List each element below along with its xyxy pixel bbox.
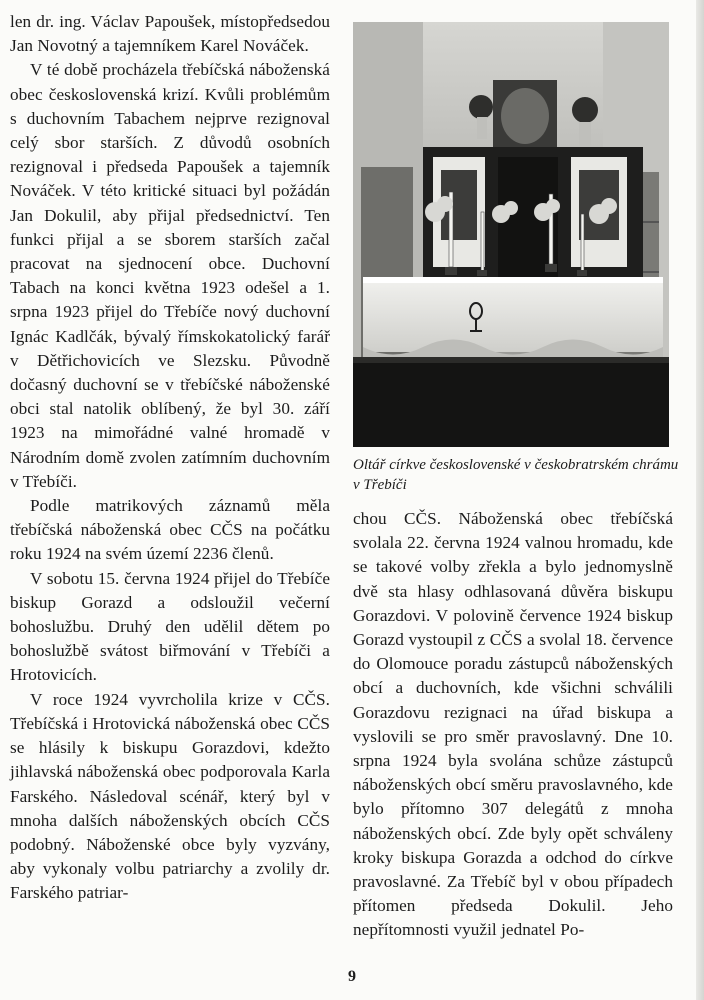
paragraph: chou CČS. Náboženská obec třebíčská svolala 22. června 1924 valnou hromadu, kde se takové volby zřekla a bylo jednomyslně dvě sta hlasy odhlasovaná důvěra biskupu Gorazdovi. V polovině července 1924 biskup Gorazd vystoupil z CČS a svolal 18. července do Olomouce poradu zástupců náboženských obcí a duchovních, kde všichni schválili Gorazdovu rezignaci na úřad biskupa a vyslovili se pro směr pravoslavný. Dne 10. srpna 1924 byla svolána schůze zástupců náboženských obcí směru pravoslavného, kde bylo přítomno 307 delegátů z mnoha náboženských obcí. Zde byly opět schváleny kroky biskupa Gorazda a odchod do církve pravoslavné. Za Třebíč byl v obou případech přítomen předseda Dokulil. Jeho nepřítomnosti využil jednatel Po- <box>353 509 673 940</box>
paragraph: V té době procházela třebíčská náboženská obec československá krizí. Kvůli problémům s duchovním Tabachem nejprve rezignoval celý sbor starších. Z důvodů osobních rezignoval i předseda Papoušek a tajemník Nováček. V této kritické situaci byl požádán Jan Dokulil, aby přijal předsednictví. Ten funkci přijal a se sborem starších začal pracovat na sjednocení obce. Duchovní Tabach na konci května 1923 odešel a 1. srpna 1923 přijel do Třebíče nový duchovní Ignác Kadlčák, bývalý římskokatolický farář v Dětřichovicích ve Slezsku. Původně dočasný duchovní se v třebíčské náboženské obci stal natolik oblíbený, že byl 30. září 1923 na mimořádné valné hromadě v Národním domě zvolen zatímním duchovním v Třebíči. <box>10 60 330 491</box>
page-number: 9 <box>348 968 356 985</box>
photo-caption: Oltář církve československé v českobratrském chrámu v Třebíči <box>353 457 679 493</box>
paragraph: V roce 1924 vyvrcholila krize v CČS. Třebíčská i Hrotovická náboženská obec CČS se hlásily k biskupu Gorazdovi, kdežto jihlavská náboženská obec podporovala Karla Farského. Následoval scénář, který byl v mnoha dalších náboženských obcích CČS podobný. Náboženské obce byly vyzvány, aby vykonaly volbu patriarchy a zvolily dr. Farského patriar- <box>10 689 330 903</box>
altar-photo <box>353 22 669 447</box>
right-text-column <box>353 507 673 943</box>
page-edge <box>696 0 704 1000</box>
paragraph: Podle matrikových záznamů měla třebíčská náboženská obec CČS na počátku roku 1924 na svém území 2236 členů. <box>10 496 330 564</box>
paragraph: V sobotu 15. června 1924 přijel do Třebíče biskup Gorazd a odsloužil večerní bohoslužbu. Druhý den udělil dětem po bohoslužbě svátost biřmování v Třebíči a Hrotovicích. <box>10 568 330 685</box>
left-text-column <box>10 10 330 906</box>
paragraph: len dr. ing. Václav Papoušek, místopředsedou Jan Novotný a tajemníkem Karel Nováček. <box>10 12 330 56</box>
altar-photo-illustration <box>353 22 669 447</box>
